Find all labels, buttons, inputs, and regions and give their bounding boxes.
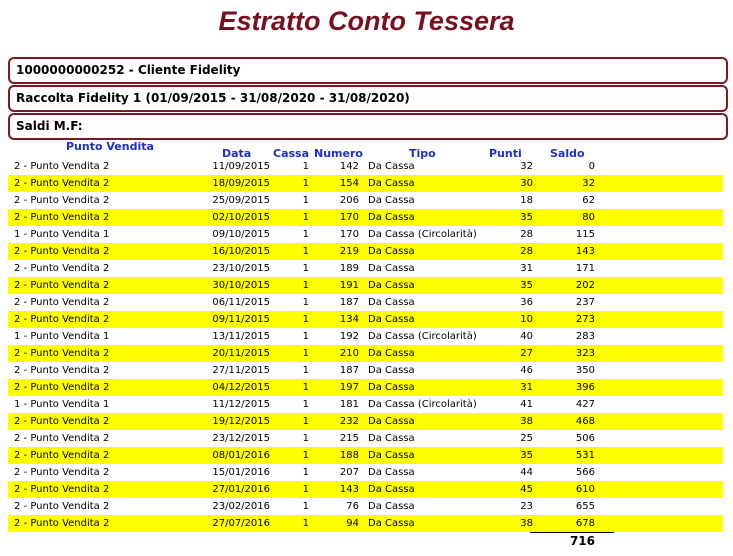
table-row xyxy=(8,345,723,362)
header-saldo: Saldo xyxy=(550,147,585,160)
page-title: Estratto Conto Tessera xyxy=(218,6,515,36)
cell-punto-vendita: 2 - Punto Vendita 2 xyxy=(14,161,110,172)
table-row xyxy=(8,396,723,413)
cell-punti: 35 xyxy=(520,280,533,291)
cell-numero: 219 xyxy=(339,246,359,257)
cliente-box: 1000000000252 - Cliente Fidelity xyxy=(8,57,728,84)
cell-data: 27/11/2015 xyxy=(212,365,270,376)
cell-numero: 215 xyxy=(339,433,359,444)
table-row xyxy=(8,294,723,311)
cell-data: 23/10/2015 xyxy=(212,263,270,274)
cell-punto-vendita: 1 - Punto Vendita 1 xyxy=(14,399,110,410)
table-row xyxy=(8,481,723,498)
cell-numero: 187 xyxy=(339,297,359,308)
raccolta-box: Raccolta Fidelity 1 (01/09/2015 - 31/08/2020 - 31/08/2020) xyxy=(8,85,728,112)
cell-punti: 35 xyxy=(520,212,533,223)
movements-table xyxy=(8,158,723,532)
cell-numero: 191 xyxy=(339,280,359,291)
total-saldo: 716 xyxy=(569,534,595,548)
cell-tipo: Da Cassa xyxy=(368,280,415,291)
table-row xyxy=(8,430,723,447)
cell-tipo: Da Cassa xyxy=(368,467,415,478)
cell-punto-vendita: 2 - Punto Vendita 2 xyxy=(14,314,110,325)
cell-cassa: 1 xyxy=(302,178,309,189)
cell-punto-vendita: 2 - Punto Vendita 2 xyxy=(14,348,110,359)
cell-saldo: 0 xyxy=(588,161,595,172)
cell-punti: 30 xyxy=(520,178,533,189)
header-tipo: Tipo xyxy=(409,147,436,160)
cell-saldo: 655 xyxy=(575,501,595,512)
cell-cassa: 1 xyxy=(302,297,309,308)
cell-saldo: 678 xyxy=(575,518,595,529)
cell-punti: 46 xyxy=(520,365,533,376)
header-punto-vendita: Punto Vendita xyxy=(66,140,154,153)
cell-cassa: 1 xyxy=(302,246,309,257)
cell-cassa: 1 xyxy=(302,433,309,444)
table-row xyxy=(8,498,723,515)
cell-data: 06/11/2015 xyxy=(212,297,270,308)
table-row xyxy=(8,158,723,175)
cell-punto-vendita: 2 - Punto Vendita 2 xyxy=(14,365,110,376)
cell-saldo: 283 xyxy=(575,331,595,342)
cell-numero: 143 xyxy=(339,484,359,495)
cell-punto-vendita: 1 - Punto Vendita 1 xyxy=(14,331,110,342)
cell-cassa: 1 xyxy=(302,518,309,529)
cell-data: 19/12/2015 xyxy=(212,416,270,427)
cell-tipo: Da Cassa xyxy=(368,314,415,325)
cell-data: 02/10/2015 xyxy=(212,212,270,223)
cell-saldo: 115 xyxy=(575,229,595,240)
cell-punti: 23 xyxy=(520,501,533,512)
cell-data: 15/01/2016 xyxy=(212,467,270,478)
table-row xyxy=(8,192,723,209)
cell-cassa: 1 xyxy=(302,399,309,410)
cell-saldo: 506 xyxy=(575,433,595,444)
cell-punto-vendita: 2 - Punto Vendita 2 xyxy=(14,212,110,223)
cell-data: 09/11/2015 xyxy=(212,314,270,325)
cell-cassa: 1 xyxy=(302,467,309,478)
cell-tipo: Da Cassa xyxy=(368,416,415,427)
total-divider xyxy=(530,532,614,533)
table-row xyxy=(8,209,723,226)
cell-cassa: 1 xyxy=(302,280,309,291)
header-data: Data xyxy=(222,147,252,160)
cell-punto-vendita: 2 - Punto Vendita 2 xyxy=(14,263,110,274)
cell-punti: 35 xyxy=(520,450,533,461)
cell-tipo: Da Cassa xyxy=(368,501,415,512)
cell-punti: 40 xyxy=(520,331,533,342)
cell-numero: 170 xyxy=(339,229,359,240)
cell-numero: 207 xyxy=(339,467,359,478)
cell-punto-vendita: 2 - Punto Vendita 2 xyxy=(14,433,110,444)
cell-data: 27/07/2016 xyxy=(212,518,270,529)
cell-punti: 10 xyxy=(520,314,533,325)
cell-punto-vendita: 2 - Punto Vendita 2 xyxy=(14,416,110,427)
cell-cassa: 1 xyxy=(302,365,309,376)
cell-saldo: 273 xyxy=(575,314,595,325)
cell-saldo: 323 xyxy=(575,348,595,359)
cell-data: 27/01/2016 xyxy=(212,484,270,495)
cell-data: 23/12/2015 xyxy=(212,433,270,444)
cell-saldo: 610 xyxy=(575,484,595,495)
cell-numero: 210 xyxy=(339,348,359,359)
cell-numero: 181 xyxy=(339,399,359,410)
cell-tipo: Da Cassa xyxy=(368,382,415,393)
cell-cassa: 1 xyxy=(302,348,309,359)
cell-data: 30/10/2015 xyxy=(212,280,270,291)
cell-data: 11/12/2015 xyxy=(212,399,270,410)
cell-data: 20/11/2015 xyxy=(212,348,270,359)
cell-numero: 154 xyxy=(339,178,359,189)
cell-punti: 28 xyxy=(520,246,533,257)
cell-punti: 44 xyxy=(520,467,533,478)
cell-saldo: 531 xyxy=(575,450,595,461)
cell-numero: 94 xyxy=(346,518,359,529)
cell-data: 18/09/2015 xyxy=(212,178,270,189)
table-row xyxy=(8,413,723,430)
cell-data: 08/01/2016 xyxy=(212,450,270,461)
header-numero: Numero xyxy=(314,147,363,160)
cell-punto-vendita: 2 - Punto Vendita 2 xyxy=(14,195,110,206)
cell-saldo: 468 xyxy=(575,416,595,427)
cell-data: 25/09/2015 xyxy=(212,195,270,206)
cell-cassa: 1 xyxy=(302,331,309,342)
cell-saldo: 237 xyxy=(575,297,595,308)
cell-punti: 38 xyxy=(520,416,533,427)
cell-cassa: 1 xyxy=(302,229,309,240)
cell-tipo: Da Cassa xyxy=(368,178,415,189)
cell-cassa: 1 xyxy=(302,416,309,427)
cell-cassa: 1 xyxy=(302,382,309,393)
cell-tipo: Da Cassa xyxy=(368,365,415,376)
cell-tipo: Da Cassa xyxy=(368,263,415,274)
cell-punto-vendita: 2 - Punto Vendita 2 xyxy=(14,382,110,393)
cell-data: 09/10/2015 xyxy=(212,229,270,240)
cell-punti: 32 xyxy=(520,161,533,172)
cell-saldo: 427 xyxy=(575,399,595,410)
cell-tipo: Da Cassa xyxy=(368,246,415,257)
cell-tipo: Da Cassa xyxy=(368,484,415,495)
cell-cassa: 1 xyxy=(302,161,309,172)
cell-punto-vendita: 2 - Punto Vendita 2 xyxy=(14,467,110,478)
cell-tipo: Da Cassa xyxy=(368,518,415,529)
cell-data: 23/02/2016 xyxy=(212,501,270,512)
cell-saldo: 80 xyxy=(582,212,595,223)
cell-numero: 206 xyxy=(339,195,359,206)
cell-tipo: Da Cassa xyxy=(368,161,415,172)
table-row xyxy=(8,277,723,294)
cell-numero: 187 xyxy=(339,365,359,376)
cell-data: 16/10/2015 xyxy=(212,246,270,257)
cell-cassa: 1 xyxy=(302,484,309,495)
cell-cassa: 1 xyxy=(302,263,309,274)
cell-numero: 76 xyxy=(346,501,359,512)
cell-saldo: 202 xyxy=(575,280,595,291)
cell-data: 13/11/2015 xyxy=(212,331,270,342)
cell-cassa: 1 xyxy=(302,450,309,461)
cell-tipo: Da Cassa xyxy=(368,433,415,444)
cell-punti: 28 xyxy=(520,229,533,240)
cell-punti: 31 xyxy=(520,382,533,393)
cell-saldo: 32 xyxy=(582,178,595,189)
table-row xyxy=(8,175,723,192)
cell-punto-vendita: 2 - Punto Vendita 2 xyxy=(14,518,110,529)
cell-cassa: 1 xyxy=(302,314,309,325)
cell-cassa: 1 xyxy=(302,195,309,206)
cell-tipo: Da Cassa (Circolarità) xyxy=(368,331,477,342)
table-row xyxy=(8,243,723,260)
cell-punto-vendita: 2 - Punto Vendita 2 xyxy=(14,280,110,291)
cell-punti: 36 xyxy=(520,297,533,308)
cell-punto-vendita: 2 - Punto Vendita 2 xyxy=(14,450,110,461)
cell-numero: 192 xyxy=(339,331,359,342)
cell-tipo: Da Cassa xyxy=(368,348,415,359)
cell-punti: 31 xyxy=(520,263,533,274)
cell-punti: 18 xyxy=(520,195,533,206)
cell-saldo: 350 xyxy=(575,365,595,376)
saldi-box: Saldi M.F: xyxy=(8,113,728,140)
table-row xyxy=(8,379,723,396)
cell-saldo: 171 xyxy=(575,263,595,274)
cell-saldo: 62 xyxy=(582,195,595,206)
table-row xyxy=(8,260,723,277)
cell-saldo: 566 xyxy=(575,467,595,478)
table-row xyxy=(8,328,723,345)
cell-numero: 134 xyxy=(339,314,359,325)
table-row xyxy=(8,226,723,243)
cell-saldo: 396 xyxy=(575,382,595,393)
cell-numero: 188 xyxy=(339,450,359,461)
table-row xyxy=(8,447,723,464)
cell-punti: 38 xyxy=(520,518,533,529)
cell-numero: 189 xyxy=(339,263,359,274)
cell-saldo: 143 xyxy=(575,246,595,257)
cell-numero: 142 xyxy=(339,161,359,172)
cell-numero: 197 xyxy=(339,382,359,393)
cell-tipo: Da Cassa xyxy=(368,212,415,223)
cell-tipo: Da Cassa xyxy=(368,195,415,206)
cell-data: 11/09/2015 xyxy=(212,161,270,172)
table-row xyxy=(8,362,723,379)
header-punti: Punti xyxy=(489,147,522,160)
cell-punti: 45 xyxy=(520,484,533,495)
cell-punto-vendita: 2 - Punto Vendita 2 xyxy=(14,297,110,308)
cell-tipo: Da Cassa xyxy=(368,297,415,308)
cell-punto-vendita: 2 - Punto Vendita 2 xyxy=(14,484,110,495)
cell-punto-vendita: 1 - Punto Vendita 1 xyxy=(14,229,110,240)
table-row xyxy=(8,515,723,532)
cell-punto-vendita: 2 - Punto Vendita 2 xyxy=(14,501,110,512)
cell-punti: 41 xyxy=(520,399,533,410)
cell-punti: 25 xyxy=(520,433,533,444)
cell-tipo: Da Cassa (Circolarità) xyxy=(368,399,477,410)
cell-punto-vendita: 2 - Punto Vendita 2 xyxy=(14,246,110,257)
cell-punti: 27 xyxy=(520,348,533,359)
table-row xyxy=(8,464,723,481)
cell-tipo: Da Cassa xyxy=(368,450,415,461)
cell-data: 04/12/2015 xyxy=(212,382,270,393)
cell-numero: 232 xyxy=(339,416,359,427)
cell-cassa: 1 xyxy=(302,212,309,223)
cell-tipo: Da Cassa (Circolarità) xyxy=(368,229,477,240)
cell-punto-vendita: 2 - Punto Vendita 2 xyxy=(14,178,110,189)
cell-numero: 170 xyxy=(339,212,359,223)
header-cassa: Cassa xyxy=(273,147,310,160)
table-row xyxy=(8,311,723,328)
cell-cassa: 1 xyxy=(302,501,309,512)
